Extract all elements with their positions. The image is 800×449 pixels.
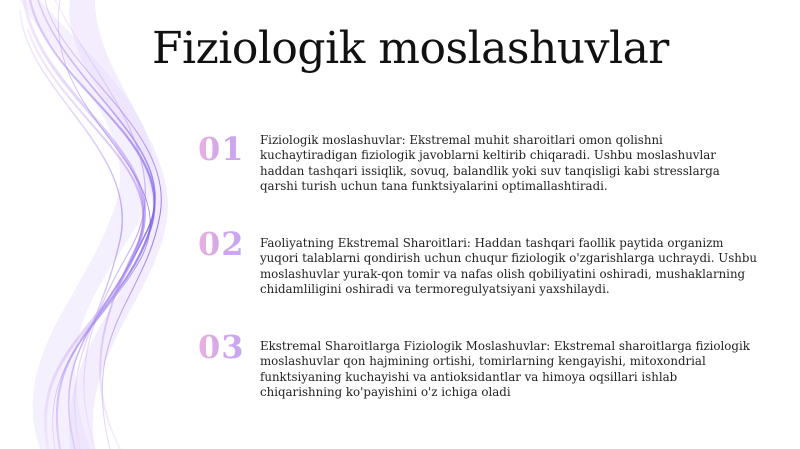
item-number: 01 bbox=[198, 130, 245, 168]
item-text: Faoliyatning Ekstremal Sharoitlari: Haddan tashqari faollik paytida organizm yuqori talablarni qondirish uchun chuqur fiziologik o'zgarishlarga uchraydi. Ushbu moslashuvlar yurak-qon tomir va nafas olish qobiliyatini oshiradi, mushaklarning chidamliligini oshiradi va termoregulyatsiyani yaxshilaydi. bbox=[260, 236, 758, 297]
item-text: Ekstremal Sharoitlarga Fiziologik Moslashuvlar: Ekstremal sharoitlarga fiziologik moslashuvlar qon hajmining ortishi, tomirlarning kengayishi, mitoxondrial funktsiyaning kuchayishi va antioksidantlar va himoya oqsillari ishlab chiqarishning ko'payishini o'z ichiga oladi bbox=[260, 339, 750, 400]
slide-title: Fiziologik moslashuvlar bbox=[152, 23, 669, 74]
item-number: 02 bbox=[198, 225, 245, 263]
item-number: 03 bbox=[198, 328, 245, 366]
item-text: Fiziologik moslashuvlar: Ekstremal muhit sharoitlari omon qolishni kuchaytiradigan fiziologik javoblarni keltirib chiqaradi. Ushbu moslashuvlar haddan tashqari issiqlik, sovuq, balandlik yoki suv tanqisligi kabi stresslarga qarshi turish uchun tana funktsiyalarini optimallashtiradi. bbox=[260, 133, 720, 194]
